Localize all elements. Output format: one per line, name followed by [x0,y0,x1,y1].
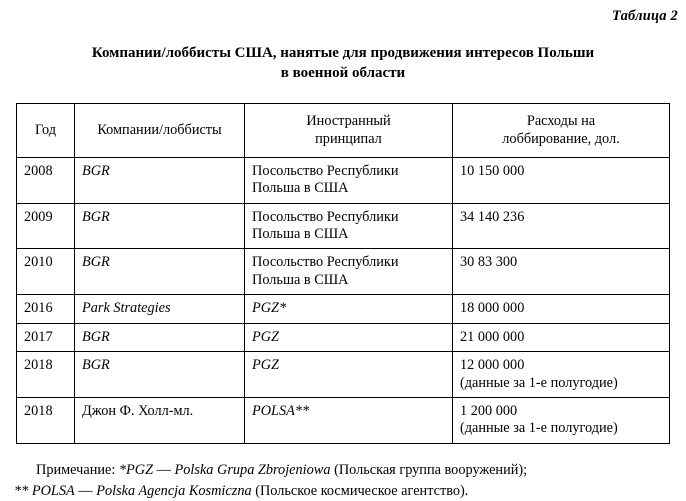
table-row [17,398,670,444]
column-header-spend [453,103,670,157]
cell-principal [245,249,453,295]
cell-year: 2017 [17,323,75,351]
cell-principal-line-2: Польша в США [252,225,349,242]
cell-principal [245,323,453,351]
cell-principal-line-1: PGZ [252,357,280,374]
cell-year: 2008 [17,157,75,203]
cell-spend-value: 12 000 000 [460,357,525,374]
column-header-principal-line-2: принципал [315,131,382,148]
cell-spend [453,295,670,323]
table-row [17,157,670,203]
cell-spend-value: 18 000 000 [460,300,525,317]
table-label: Таблица 2 [612,8,678,24]
column-header-principal [245,103,453,157]
title-line-2: в военной области [280,65,406,82]
cell-principal [245,203,453,249]
table-body [17,157,670,443]
cell-year: 2016 [17,295,75,323]
cell-spend-value: 21 000 000 [460,328,525,345]
cell-principal [245,352,453,398]
cell-spend-note: (данные за 1-е полугодие) [460,420,618,437]
cell-spend [453,398,670,444]
table-notes [14,460,672,501]
cell-company: BGR [75,323,245,351]
cell-principal-line-2: Польша в США [252,180,349,197]
note-line-2 [14,481,672,501]
cell-company: BGR [75,352,245,398]
cell-spend [453,323,670,351]
cell-spend-value: 30 83 300 [460,254,518,271]
cell-spend-value: 10 150 000 [460,162,525,179]
cell-principal-line-2: Польша в США [252,271,349,288]
cell-spend [453,352,670,398]
cell-spend [453,249,670,295]
cell-company: BGR [75,249,245,295]
cell-spend [453,203,670,249]
cell-principal [245,295,453,323]
cell-year: 2009 [17,203,75,249]
cell-principal-line-1: Посольство Республики [252,254,399,271]
note-2-italic: Polska Agencja Kosmiczna [96,482,252,499]
note-1-tail: (Польская группа вооружений); [334,461,528,478]
cell-spend [453,157,670,203]
note-2-mark: ** POLSA [14,482,75,499]
cell-principal-line-1: Посольство Республики [252,162,399,179]
cell-spend-note: (данные за 1-е полугодие) [460,374,618,391]
note-1-dash: — [156,461,171,478]
title-line-1: Компании/лоббисты США, нанятые для продвижения интересов Польши [91,45,595,61]
lobbyists-table [16,103,670,444]
cell-spend-value: 1 200 000 [460,403,518,420]
cell-company: BGR [75,203,245,249]
column-header-company: Компании/лоббисты [75,103,245,157]
cell-spend-value: 34 140 236 [460,208,525,225]
cell-year: 2018 [17,352,75,398]
cell-company: Park Strategies [75,295,245,323]
cell-principal-line-1: PGZ [252,328,280,345]
cell-principal [245,398,453,444]
table-row [17,249,670,295]
note-2-tail: (Польское космическое агентство). [255,482,469,499]
table-row [17,203,670,249]
table-row [17,323,670,351]
note-lead-label: Примечание: [36,461,116,478]
table-row [17,352,670,398]
cell-year: 2010 [17,249,75,295]
table-header [17,103,670,157]
cell-year: 2018 [17,398,75,444]
table-header-row [17,103,670,157]
column-header-principal-line-1: Иностранный [306,112,391,129]
note-1-mark: *PGZ [118,461,154,478]
column-header-spend-line-1: Расходы на [526,112,596,129]
cell-principal-line-1: PGZ* [252,300,287,317]
column-header-spend-line-2: лоббирование, дол. [502,131,620,148]
cell-company: BGR [75,157,245,203]
note-line-1 [14,460,672,481]
column-header-year: Год [17,103,75,157]
table-row [17,295,670,323]
cell-company: Джон Ф. Холл-мл. [75,398,245,444]
note-1-italic: Polska Grupa Zbrojeniowa [174,461,331,478]
cell-principal [245,157,453,203]
page-title [43,43,643,84]
note-2-dash: — [78,482,93,499]
cell-principal-line-1: Посольство Республики [252,208,399,225]
cell-principal-line-1: POLSA** [252,403,310,420]
